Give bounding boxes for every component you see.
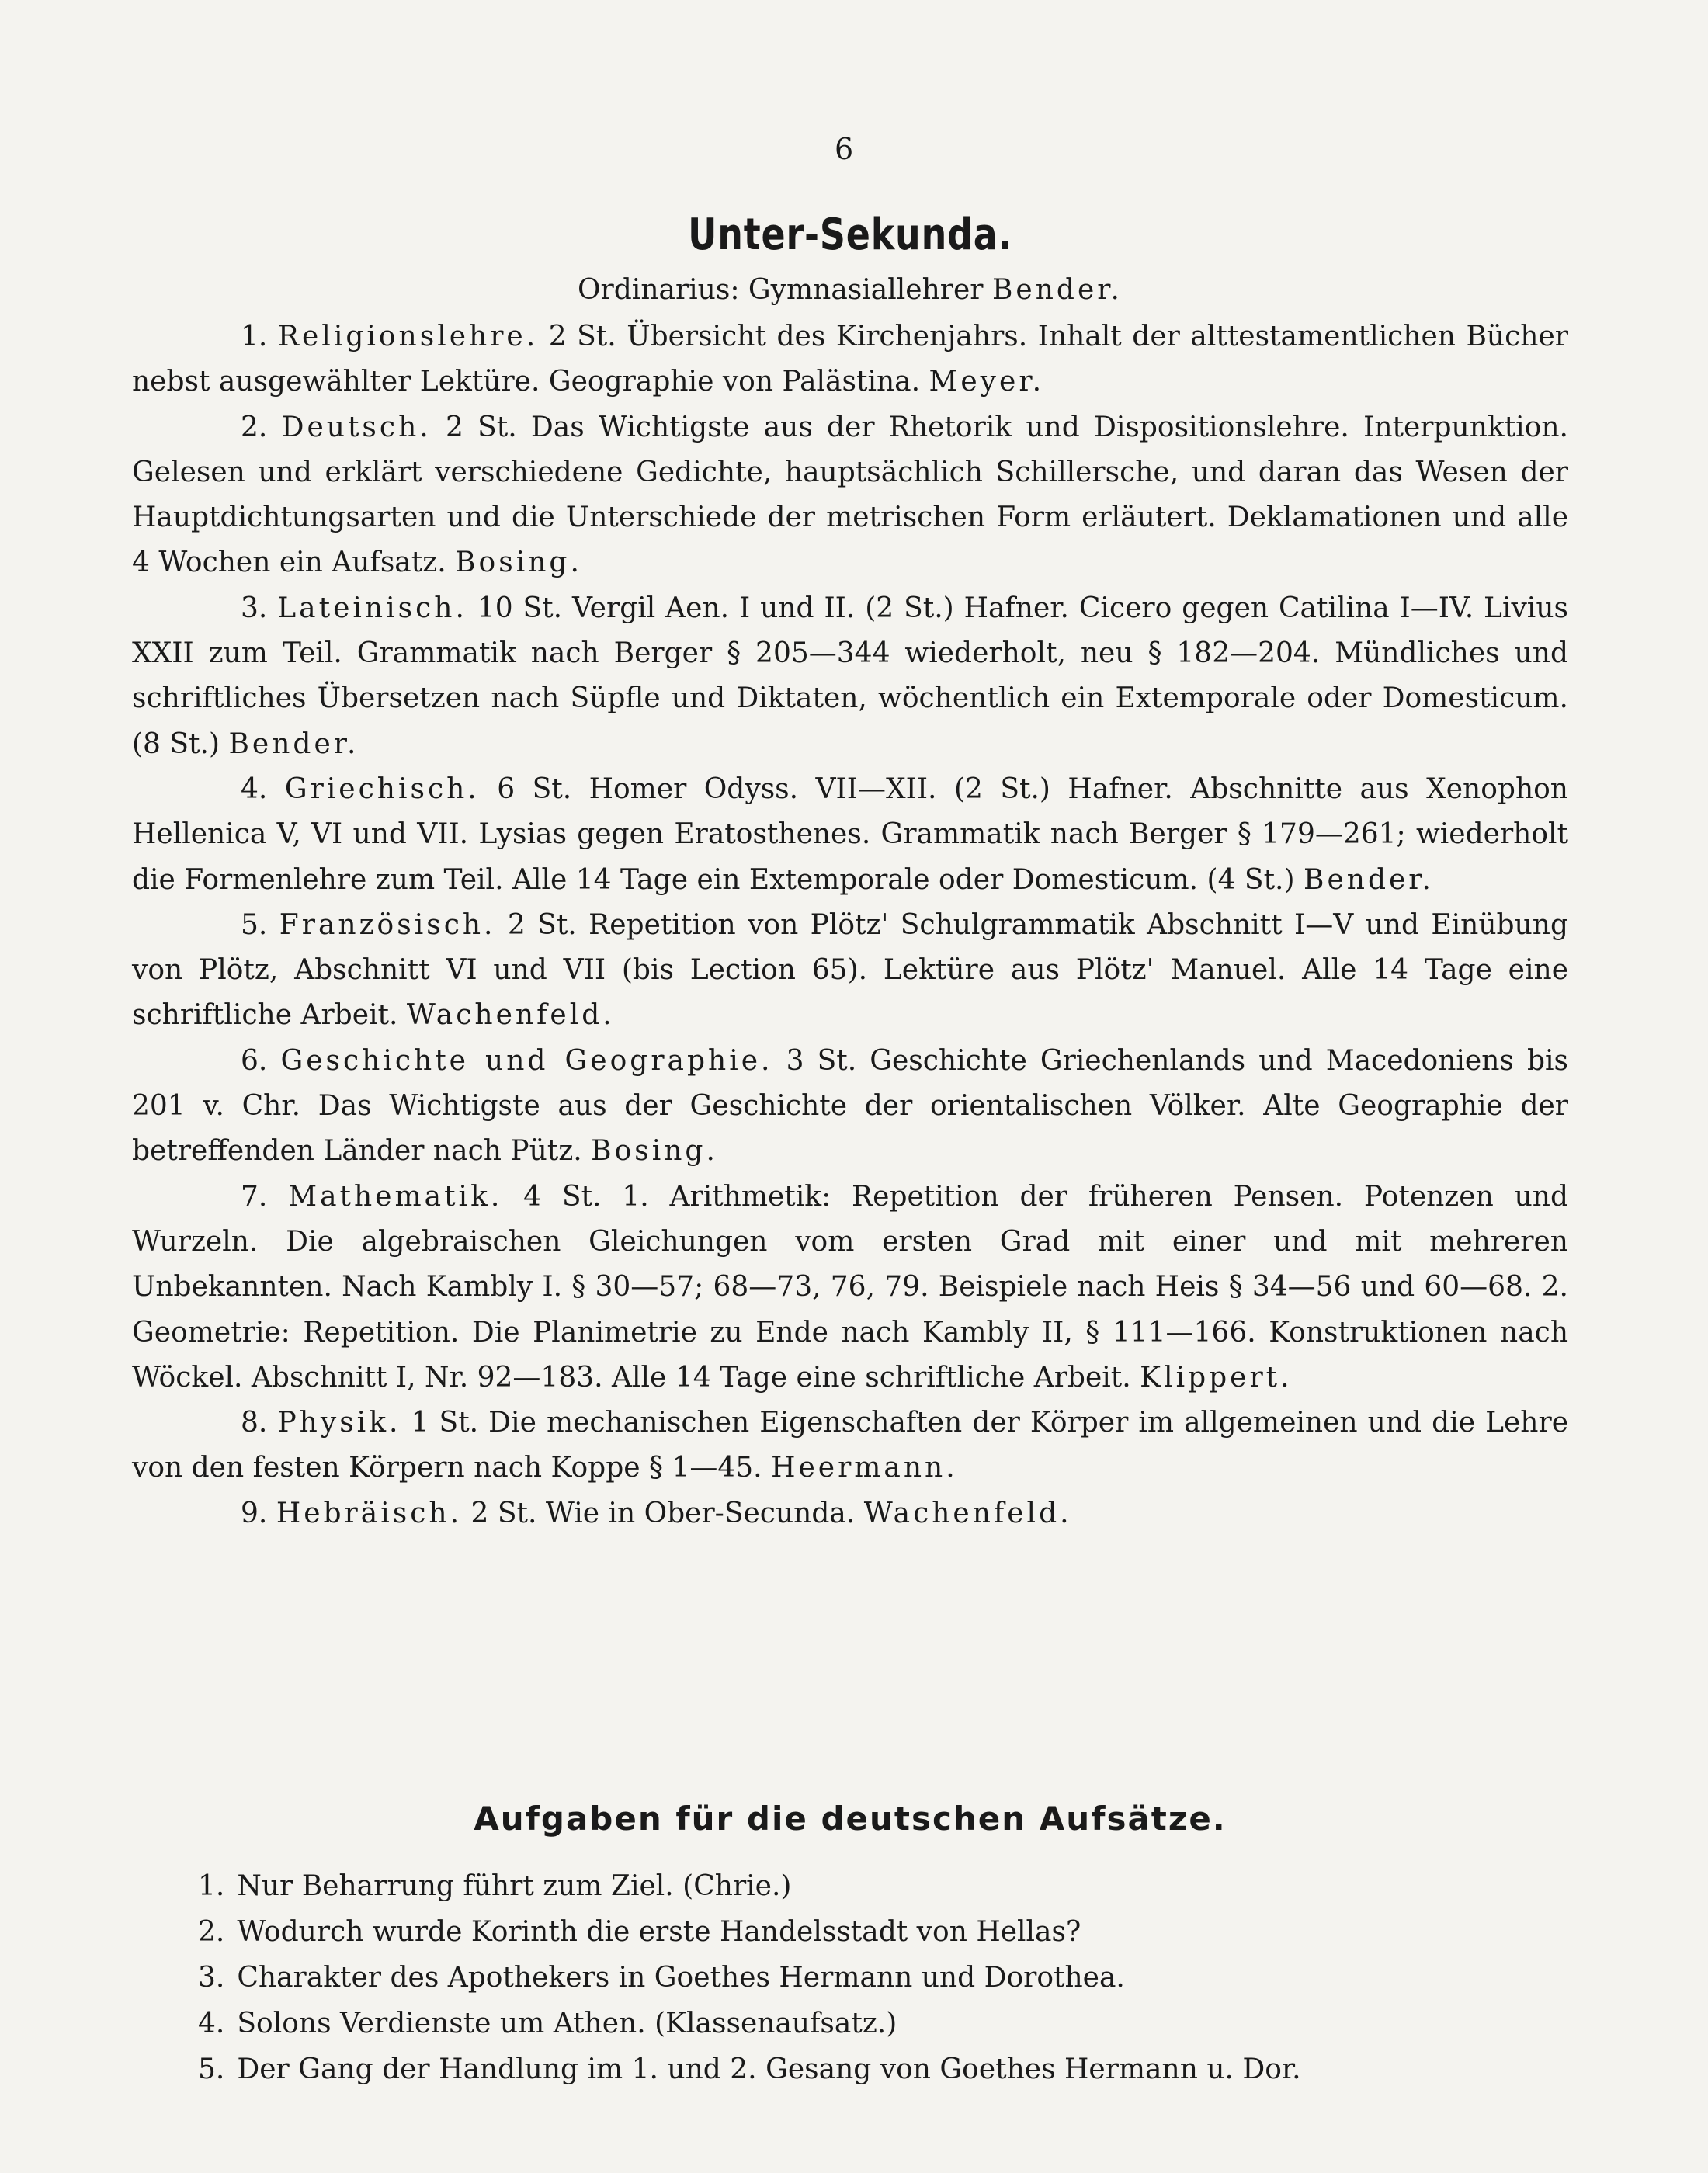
- subject-name: Deutsch.: [281, 411, 432, 443]
- essay-list: [198, 1863, 1301, 2092]
- subject-name: Mathematik.: [288, 1180, 503, 1213]
- subject-name: Griechisch.: [284, 772, 480, 805]
- subject-paragraph: [132, 1039, 1568, 1175]
- item-number: 1.: [198, 1870, 225, 1902]
- subject-name: Hebräisch.: [276, 1497, 463, 1529]
- page-number: 6: [835, 132, 854, 166]
- subject-paragraph: [132, 314, 1568, 405]
- subject-name: Lateinisch.: [277, 592, 467, 624]
- item-text: Der Gang der Handlung im 1. und 2. Gesang von Goethes Hermann u. Dor.: [237, 2053, 1301, 2085]
- subject-text: 1 St. Die mechanischen Eigenschaften der Körper im allgemeinen und die Lehre von den festen Körpern nach Koppe § 1—45.: [132, 1407, 1568, 1484]
- page-title: Unter-Sekunda.: [688, 210, 1012, 260]
- item-text: Nur Beharrung führt zum Ziel. (Chrie.): [237, 1870, 792, 1902]
- subject-number: 1.: [241, 321, 268, 352]
- ordinarius-line: [132, 274, 1568, 306]
- subject-number: 8.: [241, 1407, 268, 1439]
- curriculum-body: [132, 314, 1568, 1536]
- ordinarius-label: Ordinarius: Gymnasiallehrer: [578, 274, 984, 306]
- subject-number: 2.: [241, 411, 268, 443]
- subject-teacher: Wachenfeld.: [863, 1497, 1072, 1529]
- subject-teacher: Bosing.: [591, 1135, 718, 1168]
- subject-number: 4.: [241, 772, 268, 805]
- subject-paragraph: [132, 903, 1568, 1039]
- subject-teacher: Heermann.: [771, 1452, 958, 1484]
- item-number: 2.: [198, 1916, 225, 1948]
- subject-teacher: Bender.: [228, 727, 359, 760]
- subject-paragraph: [132, 586, 1568, 767]
- subject-text: 3 St. Geschichte Griechenlands und Macedoniens bis 201 v. Chr. Das Wichtigste aus der Geschichte der orientalischen Völker. Alte Geographie der betreffenden Länder nach Pütz.: [132, 1044, 1569, 1168]
- subject-text: 4 St. 1. Arithmetik: Repetition der früheren Pensen. Potenzen und Wurzeln. Die algebraischen Gleichungen vom ersten Grad mit einer und mit mehreren Unbekannten. Nach Kambly I. § 30—57; 68—73, 76, 79. Beispiele nach Heis § 34—56 und 60—68. 2. Geometrie: Repetition. Die Planimetrie zu Ende nach Kambly II, § 111—166. Konstruktionen nach Wöckel. Abschnitt I, Nr. 92—183. Alle 14 Tage eine schriftliche Arbeit.: [132, 1180, 1569, 1394]
- item-number: 3.: [198, 1962, 225, 1994]
- subject-number: 5.: [241, 908, 268, 941]
- subject-number: 3.: [241, 592, 268, 624]
- subject-text: 2 St. Das Wichtigste aus der Rhetorik und Dispositionslehre. Interpunktion. Gelesen und erklärt verschiedene Gedichte, hauptsächlich Schillersche, und daran das Wesen der Hauptdichtungsarten und die Unterschiede der metrischen Form erläutert. Deklamationen und alle 4 Wochen ein Aufsatz.: [132, 411, 1568, 579]
- subject-teacher: Meyer.: [929, 366, 1045, 398]
- subject-teacher: Klippert.: [1140, 1361, 1293, 1394]
- subject-text: 2 St. Wie in Ober-Secunda.: [470, 1497, 856, 1529]
- item-text: Wodurch wurde Korinth die erste Handelsstadt von Hellas?: [237, 1916, 1081, 1948]
- list-item: [198, 1955, 1301, 2001]
- subject-paragraph: [132, 1401, 1568, 1491]
- subject-text: 2 St. Übersicht des Kirchenjahrs. Inhalt der alttestamentlichen Bücher nebst ausgewählter Lektüre. Geographie von Palästina.: [132, 321, 1568, 398]
- essays-heading: Aufgaben für die deutschen Aufsätze.: [474, 1800, 1227, 1838]
- subject-number: 6.: [241, 1044, 268, 1077]
- subject-text: 2 St. Repetition von Plötz' Schulgrammatik Abschnitt I—V und Einübung von Plötz, Abschnitt VI und VII (bis Lection 65). Lektüre aus Plötz' Manuel. Alle 14 Tage eine schriftliche Arbeit.: [132, 908, 1568, 1032]
- list-item: [198, 2046, 1301, 2092]
- item-text: Solons Verdienste um Athen. (Klassenaufsatz.): [237, 2008, 897, 2039]
- subject-paragraph: [132, 767, 1568, 903]
- subject-paragraph: [132, 1491, 1568, 1536]
- list-item: [198, 1863, 1301, 1909]
- ordinarius-name: Bender.: [991, 274, 1123, 306]
- subject-name: Physik.: [277, 1407, 401, 1439]
- item-number: 5.: [198, 2053, 225, 2085]
- subject-name: Französisch.: [279, 908, 496, 941]
- subject-name: Religionslehre.: [277, 321, 539, 352]
- list-item: [198, 1909, 1301, 1955]
- subject-teacher: Bender.: [1304, 863, 1434, 896]
- subject-text: 10 St. Vergil Aen. I und II. (2 St.) Hafner. Cicero gegen Catilina I—IV. Livius XXII zum Teil. Grammatik nach Berger § 205—344 wiederholt, neu § 182—204. Mündliches und schriftliches Übersetzen nach Süpfle und Diktaten, wöchentlich ein Extemporale oder Domesticum. (8 St.): [132, 592, 1568, 760]
- item-text: Charakter des Apothekers in Goethes Hermann und Dorothea.: [237, 1962, 1125, 1994]
- subject-number: 7.: [241, 1180, 268, 1213]
- subject-name: Geschichte und Geographie.: [280, 1044, 773, 1077]
- subject-number: 9.: [241, 1497, 268, 1529]
- subject-teacher: Wachenfeld.: [406, 999, 615, 1032]
- subject-paragraph: [132, 1175, 1568, 1401]
- item-number: 4.: [198, 2008, 225, 2039]
- subject-text: 6 St. Homer Odyss. VII—XII. (2 St.) Hafner. Abschnitte aus Xenophon Hellenica V, VI und VII. Lysias gegen Eratosthenes. Grammatik nach Berger § 179—261; wiederholt die Formenlehre zum Teil. Alle 14 Tage ein Extemporale oder Domesticum. (4 St.): [132, 772, 1568, 896]
- list-item: [198, 2001, 1301, 2046]
- document-page: [132, 132, 1568, 2088]
- subject-paragraph: [132, 405, 1568, 586]
- subject-teacher: Bosing.: [455, 547, 582, 579]
